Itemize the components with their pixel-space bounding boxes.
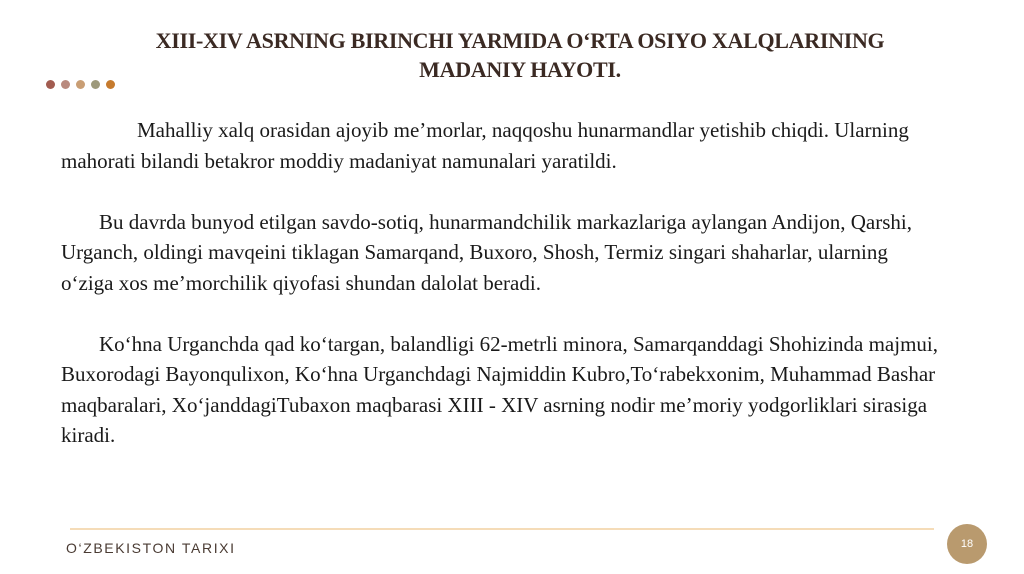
page-number-badge [947, 524, 987, 564]
decorative-dots [46, 80, 115, 89]
decor-dot-icon [91, 80, 100, 89]
decor-dot-icon [46, 80, 55, 89]
footer-label: O‘ZBEKISTON TARIXI [66, 540, 236, 556]
slide-body [61, 115, 941, 451]
paragraph-cities: Bu davrda bunyod etilgan savdo-sotiq, hunarmandchilik markazlariga aylangan Andijon, Qarshi, Urganch, oldingi mavqeini tiklagan Samarqand, Buxoro, Shosh, Termiz singari shaharlar, ularning o‘ziga xos me’morchilik qiyofasi shundan dalolat beradi. [61, 209, 912, 295]
slide-title-line-2: MADANIY HAYOTI. [419, 57, 621, 82]
decor-dot-icon [76, 80, 85, 89]
paragraph-artisans: Mahalliy xalq orasidan ajoyib me’morlar, naqqoshu hunarmandlar yetishib chiqdi. Ularning mahorati bilandi betakror moddiy madaniyat namunalari yaratildi. [61, 118, 909, 173]
paragraph-spacer [61, 176, 941, 207]
page-number: 18 [960, 538, 974, 550]
paragraph-monuments: Ko‘hna Urganchda qad ko‘targan, balandligi 62-metrli minora, Samarqanddagi Shohizinda majmui, Buxorodagi Bayonqulixon, Ko‘hna Urganchdagi Najmiddin Kubro,To‘rabekxonim, Muhammad Bashar maqbaralari, Xo‘janddagiTubaxon maqbarasi XIII - XIV asrning nodir me’moriy yodgorliklari sirasiga kiradi. [61, 331, 939, 447]
decor-dot-icon [106, 80, 115, 89]
footer-divider [70, 528, 934, 530]
slide-title-line-1: XIII-XIV ASRNING BIRINCHI YARMIDA O‘RTA OSIYO XALQLARINING [155, 28, 885, 53]
paragraph-spacer [61, 298, 941, 329]
decor-dot-icon [61, 80, 70, 89]
slide-title [40, 26, 1000, 84]
